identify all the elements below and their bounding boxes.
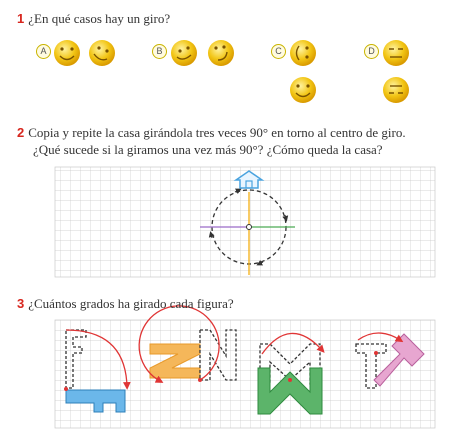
question-3-number: 3 — [17, 296, 25, 311]
question-2-number: 2 — [17, 125, 25, 140]
question-2-line2: ¿Qué sucede si la giramos una vez más 90°? ¿Cómo queda la casa? — [33, 142, 383, 157]
question-3-text: 3 ¿Cuántos grados ha girado cada figura? — [17, 296, 234, 311]
option-d-label: D — [364, 44, 379, 59]
smiley-d2-icon — [383, 77, 409, 103]
option-c-label: C — [271, 44, 286, 59]
smiley-d1-icon — [383, 40, 409, 66]
smiley-c2-icon — [290, 77, 316, 103]
smiley-a1-icon — [54, 40, 80, 66]
smiley-b2-icon — [208, 40, 234, 66]
question-1-number: 1 — [17, 11, 25, 26]
option-b-label: B — [152, 44, 167, 59]
question-1-text: 1 ¿En qué casos hay un giro? — [17, 11, 171, 26]
option-a-label: A — [36, 44, 51, 59]
smiley-a2-icon — [89, 40, 115, 66]
smiley-b1-icon — [171, 40, 197, 66]
smiley-c1-icon — [290, 40, 316, 66]
rotation-center — [247, 225, 252, 230]
question-2-text: 2 Copia y repite la casa girándola tres veces 90° en torno al centro de giro. — [17, 125, 406, 140]
grid-q3 — [55, 320, 435, 428]
